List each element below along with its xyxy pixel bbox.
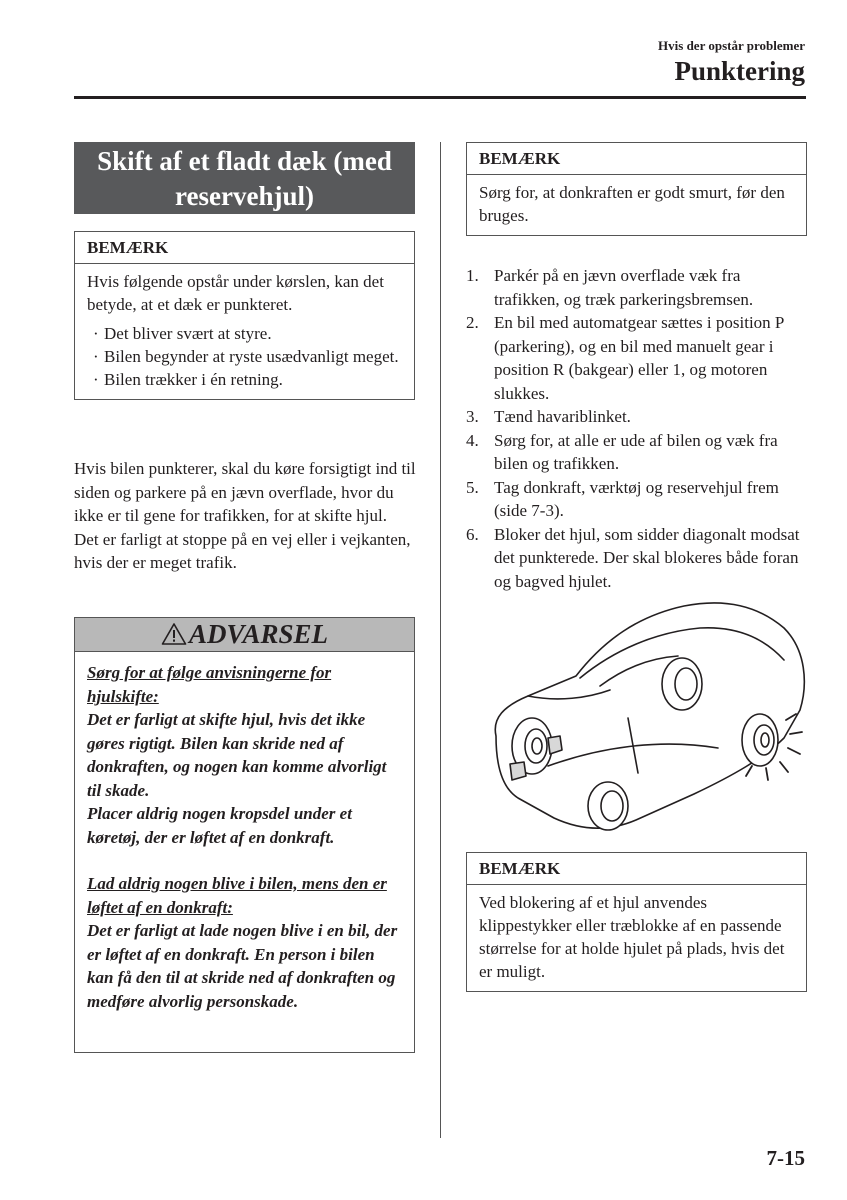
list-item: 3. Tænd havariblinket. (466, 407, 631, 426)
note-intro: Hvis følgende opstår under kørslen, kan det betyde, at et dæk er punkteret. (87, 272, 384, 314)
paragraph: Det er farligt at stoppe på en vej eller i vejkanten, hvis der er meget trafik. (74, 529, 411, 572)
list-item: 1. Parkér på en jævn overflade væk fra trafikken, og træk parkeringsbremsen. (466, 266, 754, 309)
chapter-title: Hvis der opstår problemer (658, 38, 805, 53)
header-rule (74, 96, 806, 99)
note-text: Ved blokering af et hjul anvendes klippestykker eller træblokke af en passende størrelse for at holde hjulet på plads, hvis det er muligt. (479, 893, 785, 981)
warning-text: Det er farligt at skifte hjul, hvis det ikke gøres rigtigt. Bilen kan skride ned af donkraften, og nogen kan komme alvorligt til skade. (87, 710, 387, 800)
column-divider (440, 142, 441, 1138)
list-item: · Det bliver svært at styre. (87, 322, 402, 345)
list-item: 4. Sørg for, at alle er ude af bilen og væk fra bilen og trafikken. (466, 430, 778, 473)
list-item: 5. Tag donkraft, værktøj og reservehjul frem (side 7-3). (466, 477, 779, 520)
intro-paragraphs (74, 457, 420, 575)
section-heading-line1: Skift af et fladt dæk (med (97, 146, 392, 176)
note-title: BEMÆRK (467, 143, 806, 175)
paragraph: Hvis bilen punkterer, skal du køre forsigtigt ind til siden og parkere på en jævn overflade, hvor du ikke er til gene for trafikken, for at skifte hjul. (74, 459, 416, 525)
section-title: Punktering (674, 56, 805, 86)
list-item: 6. Bloker det hjul, som sidder diagonalt modsat det punkterede. Der skal blokeres både foran og bagved hjulet. (466, 524, 800, 591)
step-list (466, 264, 806, 593)
list-item: 2. En bil med automatgear sættes i position P (parkering), og en bil med manuelt gear i position R (bakgear) eller 1, og motoren slukkes. (466, 313, 784, 403)
note-text: Sørg for, at donkraften er godt smurt, før den bruges. (479, 183, 785, 225)
list-item: · Bilen trækker i én retning. (87, 368, 402, 391)
warning-subheading: Sørg for at følge anvisningerne for hjulskifte: (87, 663, 332, 706)
warning-box (74, 617, 415, 1053)
note-box-blocking (466, 852, 807, 992)
page-number: 7-15 (766, 1146, 805, 1170)
section-heading-line2: reservehjul) (175, 181, 314, 211)
note-box-symptoms (74, 231, 415, 400)
warning-subheading: Lad aldrig nogen blive i bilen, mens den er løftet af en donkraft: (87, 874, 387, 917)
note-title: BEMÆRK (467, 853, 806, 885)
list-item: · Bilen begynder at ryste usædvanligt meget. (87, 345, 402, 368)
warning-text: Placer aldrig nogen kropsdel under et køretøj, der er løftet af en donkraft. (87, 804, 352, 847)
warning-text: Det er farligt at lade nogen blive i en bil, der er løftet af en donkraft. En person i bilen kan få den til at skride ned af donkraften og medføre alvorlig personskade. (87, 921, 398, 1011)
section-heading (74, 142, 415, 214)
car-wheel-block-illustration (488, 598, 808, 838)
warning-title: ADVARSEL (188, 619, 329, 649)
note-title: BEMÆRK (75, 232, 414, 264)
note-box-jack (466, 142, 807, 236)
warning-triangle-icon (161, 622, 187, 646)
symptom-list (87, 322, 402, 391)
warning-header (75, 618, 414, 652)
